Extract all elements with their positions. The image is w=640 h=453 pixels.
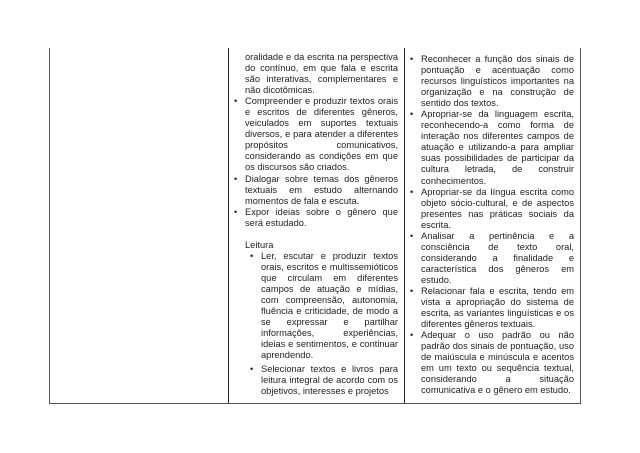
list-item: • Analisar a pertinência e a consciência de texto oral, considerando a finalidade e característica dos gêneros em estudo.: [409, 231, 574, 286]
list-item: • Apropriar-se da linguagem escrita, reconhecendo-a como forma de interação nos diferentes campos de atuação e utilizando-a para ampliar suas possibilidades de participar da cultura letrada, de construir conhecimentos.: [409, 109, 574, 186]
list-item: • Dialogar sobre temas dos gêneros textuais em estudo alternando momentos de fala e escuta.: [233, 174, 398, 207]
skills-list: [409, 54, 574, 396]
list-item: • Ler, escutar e produzir textos orais, escritos e multissemióticos que circulam em diferentes campos de atuação e mídias, com compreensão, autonomia, fluência e criticidade, de modo a se expressar e partilhar informações, experiências, ideias e sentimentos, e continuar aprendendo.: [249, 251, 398, 361]
table-cell-skills: [405, 48, 580, 403]
list-item: • Apropriar-se da língua escrita como objeto sócio-cultural, e de aspectos presentes nas práticas sociais da escrita.: [409, 187, 574, 231]
reading-list: [233, 251, 398, 398]
list-item: • Adequar o uso padrão ou não padrão dos sinais de pontuação, uso de maiúscula e minúscula e acentos em um texto ou sequência textual, considerando a situação comunicativa e o gênero em estudo.: [409, 330, 574, 396]
section-heading: Leitura: [245, 239, 274, 250]
objectives-list: [233, 96, 398, 229]
list-item: • Reconhecer a função dos sinais de pontuação e acentuação como recursos linguísticos importantes na organização e na construção de sentido dos textos.: [409, 54, 574, 109]
continued-text: oralidade e da escrita na perspectiva do contínuo, em que fala e escrita são interativas, complementares e não dicotômicas.: [245, 52, 398, 96]
table-cell-objectives: [229, 48, 405, 403]
table-cell-empty: [50, 48, 229, 403]
content-table: [49, 48, 581, 404]
list-item: • Selecionar textos e livros para leitura integral de acordo com os objetivos, interesses e projetos: [249, 364, 398, 397]
list-item: • Compreender e produzir textos orais e escritos de diferentes gêneros, veiculados em suportes textuais diversos, e para atender a diferentes propósitos comunicativos, considerando as condições em que os discursos são criados.: [233, 96, 398, 173]
list-item: • Expor ideias sobre o gênero que será estudado.: [233, 207, 398, 229]
list-item: • Relacionar fala e escrita, tendo em vista a apropriação do sistema de escrita, as variantes linguísticas e os diferentes gêneros textuais.: [409, 286, 574, 330]
